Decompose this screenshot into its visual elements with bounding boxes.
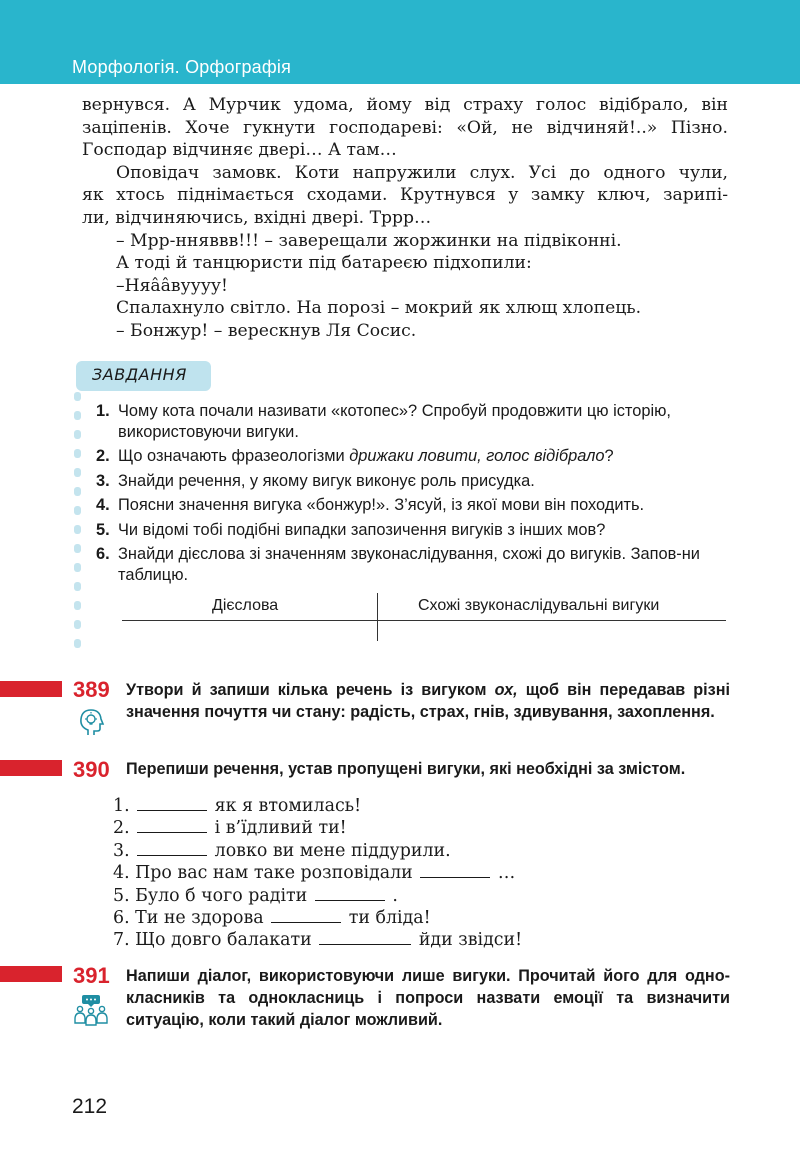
sentence-item <box>113 840 613 862</box>
story-line: заціпенів. Хоче гукнути господареві: «Ой, не відчиняй!..» Пізно. <box>82 117 728 138</box>
task-item <box>96 401 736 442</box>
exercise-text-part: Утвори й запиши кілька речень із вигуком <box>126 681 495 699</box>
blank-line <box>137 840 207 856</box>
task-number: 3. <box>96 471 110 490</box>
sentence-text: ловко ви мене піддурили. <box>214 840 451 861</box>
exercise-number: 391 <box>73 963 110 988</box>
sentence-text: Що довго балакати <box>135 930 312 951</box>
sentence-number: 1. <box>113 796 130 816</box>
sentence-text: … <box>497 863 516 884</box>
task-text: Чому кота почали називати «котопес»? Спробуй продовжити цю історію, використовуючи вигуки. <box>118 402 671 441</box>
task-text: Знайди речення, у якому вигук виконує роль присудка. <box>118 471 535 490</box>
task-text: Знайди дієслова зі значенням звуконаслідування, схожі до вигуків. Запов-ни таблицю. <box>118 545 700 584</box>
exercise-marker <box>0 760 62 776</box>
story-line: Господар відчиняє двері… А там… <box>82 140 397 161</box>
exercise-marker <box>0 966 62 982</box>
blank-line <box>137 817 207 833</box>
sentence-text: Ти не здорова <box>135 908 264 929</box>
task-item <box>96 446 736 467</box>
blank-line <box>271 907 341 923</box>
exercise-text <box>126 679 730 723</box>
task-item <box>96 520 736 541</box>
dot <box>74 525 81 534</box>
verbs-table <box>122 593 726 641</box>
blank-line <box>137 795 207 811</box>
sentence-number: 2. <box>113 818 130 839</box>
sentence-text: . <box>392 885 398 906</box>
sentence-item <box>113 907 613 929</box>
sentence-item <box>113 885 613 907</box>
dot <box>74 449 81 458</box>
dot <box>74 544 81 553</box>
section-title: Морфологія. Орфографія <box>72 57 292 77</box>
dot <box>74 601 81 610</box>
sentence-item <box>113 795 613 817</box>
story-text <box>82 94 728 343</box>
sentence-text: йди звідси! <box>418 930 523 951</box>
exercise-text-italic: ох, <box>494 681 518 699</box>
page-number: 212 <box>72 1095 108 1118</box>
dot <box>74 392 81 401</box>
story-line: – Бонжур! – верескнув Ля Сосис. <box>116 320 417 341</box>
sentence-text: ти бліда! <box>348 908 431 929</box>
task-item <box>96 495 736 516</box>
exercise-text: Перепиши речення, устав пропущені вигуки, які необхідні за змістом. <box>126 760 686 778</box>
story-line: А тоді й танцюристи під батареєю підхопили: <box>116 253 532 274</box>
task-number: 6. <box>96 545 110 563</box>
dot <box>74 639 81 648</box>
dot <box>74 582 81 591</box>
task-number: 2. <box>96 447 110 465</box>
sentence-text: Було б чого радіти <box>135 885 308 906</box>
story-line: Оповідач замовк. Коти напружили слух. Усі до одного чули, <box>116 162 728 183</box>
exercise-390-sentences <box>113 795 613 952</box>
blank-line <box>319 929 411 945</box>
story-line: Спалахнуло світло. На порозі – мокрий як хлющ хлопець. <box>116 298 642 319</box>
task-list <box>96 401 736 589</box>
sentence-number: 7. <box>113 930 130 951</box>
sentence-text: Про вас нам таке розповідали <box>135 863 413 884</box>
sentence-item <box>113 817 613 839</box>
table-divider <box>122 620 726 621</box>
task-text: Що означають фразеологізми <box>118 447 350 465</box>
exercise-marker <box>0 681 62 697</box>
table-header-verbs: Дієслова <box>212 597 279 614</box>
task-item <box>96 471 736 492</box>
exercise-number: 390 <box>73 757 110 782</box>
sentence-number: 3. <box>113 840 130 861</box>
story-line: вернувся. А Мурчик удома, йому від страху голос відібрало, він <box>82 95 728 115</box>
sentence-item <box>113 929 613 951</box>
dot <box>74 430 81 439</box>
exercise-number: 389 <box>73 677 110 702</box>
sentence-number: 6. <box>113 908 130 929</box>
task-number: 5. <box>96 520 110 539</box>
story-line: –Няââвуууу! <box>116 275 228 296</box>
lightbulb-head-icon <box>76 707 106 737</box>
sentence-text: і в’їдливий ти! <box>214 818 347 839</box>
table-header-interjections: Схожі звуконаслідувальні вигуки <box>418 597 660 614</box>
dot <box>74 487 81 496</box>
task-text: Чи відомі тобі подібні випадки запозичення вигуків з інших мов? <box>118 520 606 539</box>
sentence-item <box>113 862 613 884</box>
table-column-divider <box>377 593 378 641</box>
dot <box>74 563 81 572</box>
blank-line <box>420 862 490 878</box>
task-number: 1. <box>96 402 110 420</box>
exercise-text: Напиши діалог, використовуючи лише вигуки. Прочитай його для одно-класників та однокласниць і попроси назвати емоції та визначити ситуацію, коли такий діалог можливий. <box>126 967 730 1029</box>
dot <box>74 411 81 420</box>
task-text: ? <box>604 447 614 465</box>
story-line: ли, відчиняючись, вхідні двері. Тррр… <box>82 207 432 228</box>
dot <box>74 620 81 629</box>
group-discussion-icon <box>74 993 108 1027</box>
task-text: Поясни значення вигука «бонжур!». З’ясуй, із якої мови він походить. <box>118 496 645 514</box>
task-number: 4. <box>96 496 110 514</box>
story-line: як хтось піднімається сходами. Крутнувся у замку ключ, зарипі- <box>82 185 728 206</box>
story-line: – Мрр-нняввв!!! – заверещали жоржинки на підвіконні. <box>116 230 622 251</box>
tasks-badge-label: ЗАВДАННЯ <box>92 365 187 384</box>
task-text-italic: дрижаки ловити, голос відібрало <box>349 447 605 465</box>
sentence-text: як я втомилась! <box>214 796 362 816</box>
dot <box>74 468 81 477</box>
blank-line <box>315 885 385 901</box>
sentence-number: 4. <box>113 863 130 884</box>
sentence-number: 5. <box>113 885 130 906</box>
dot <box>74 506 81 515</box>
exercise-text-part: щоб він передавав різні значення почуття чи стану: радість, страх, гнів, здивування, захоплення. <box>126 681 730 721</box>
task-item <box>96 544 736 585</box>
